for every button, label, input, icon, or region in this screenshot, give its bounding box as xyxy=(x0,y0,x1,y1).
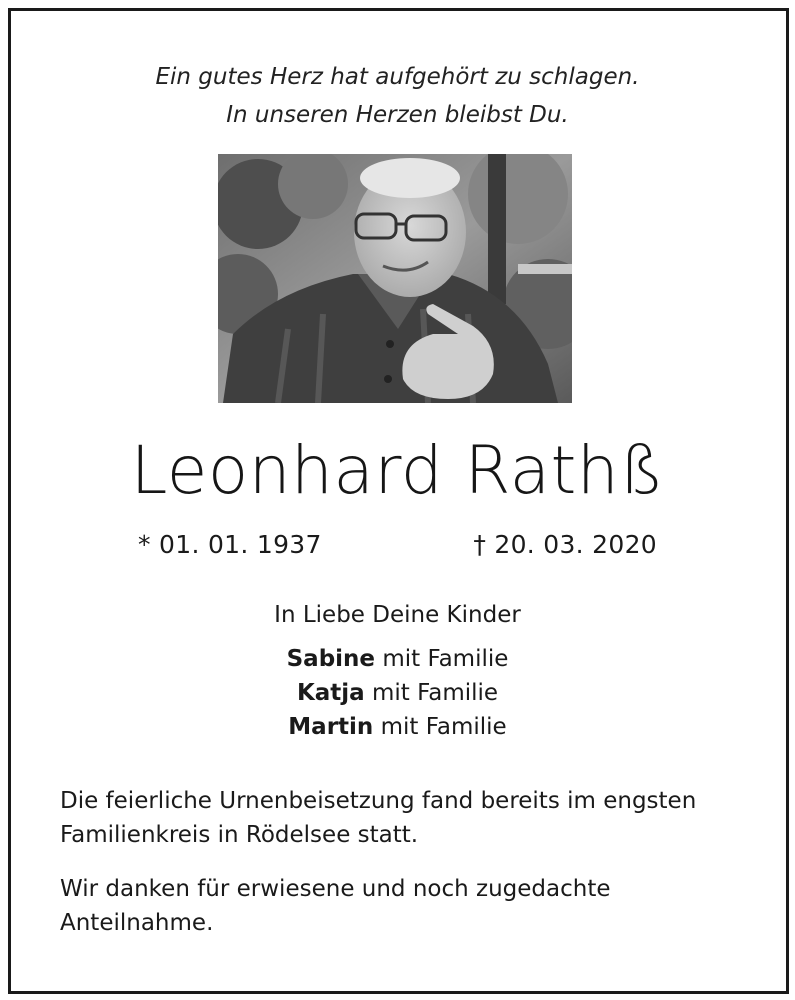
mourner-suffix: mit Familie xyxy=(364,680,499,706)
quote-line-2: In unseren Herzen bleibst Du. xyxy=(226,102,569,128)
mourner-suffix: mit Familie xyxy=(375,646,509,672)
mourner-entry xyxy=(0,676,795,710)
mourner-suffix: mit Familie xyxy=(373,714,507,740)
mourner-entry xyxy=(0,642,795,676)
mourners-list xyxy=(0,642,795,744)
memorial-quote xyxy=(0,58,795,134)
mourner-name: Katja xyxy=(296,680,365,706)
death-date: † 20. 03. 2020 xyxy=(473,530,657,559)
thanks-notice: Wir danken für erwiesene und noch zugedachte Anteilnahme. xyxy=(60,876,611,936)
portrait-image xyxy=(218,154,572,403)
mourner-name: Sabine xyxy=(286,646,376,672)
burial-notice: Die feierliche Urnenbeisetzung fand bereits im engsten Familienkreis in Rödelsee statt. xyxy=(60,788,697,848)
mourners-intro: In Liebe Deine Kinder xyxy=(274,602,521,628)
birth-date: * 01. 01. 1937 xyxy=(138,530,322,559)
mourner-name: Martin xyxy=(288,714,374,740)
portrait-photo xyxy=(218,154,572,403)
mourner-entry xyxy=(0,710,795,744)
deceased-name: Leonhard Rathß xyxy=(130,432,665,509)
quote-line-1: Ein gutes Herz hat aufgehört zu schlagen. xyxy=(155,64,640,90)
